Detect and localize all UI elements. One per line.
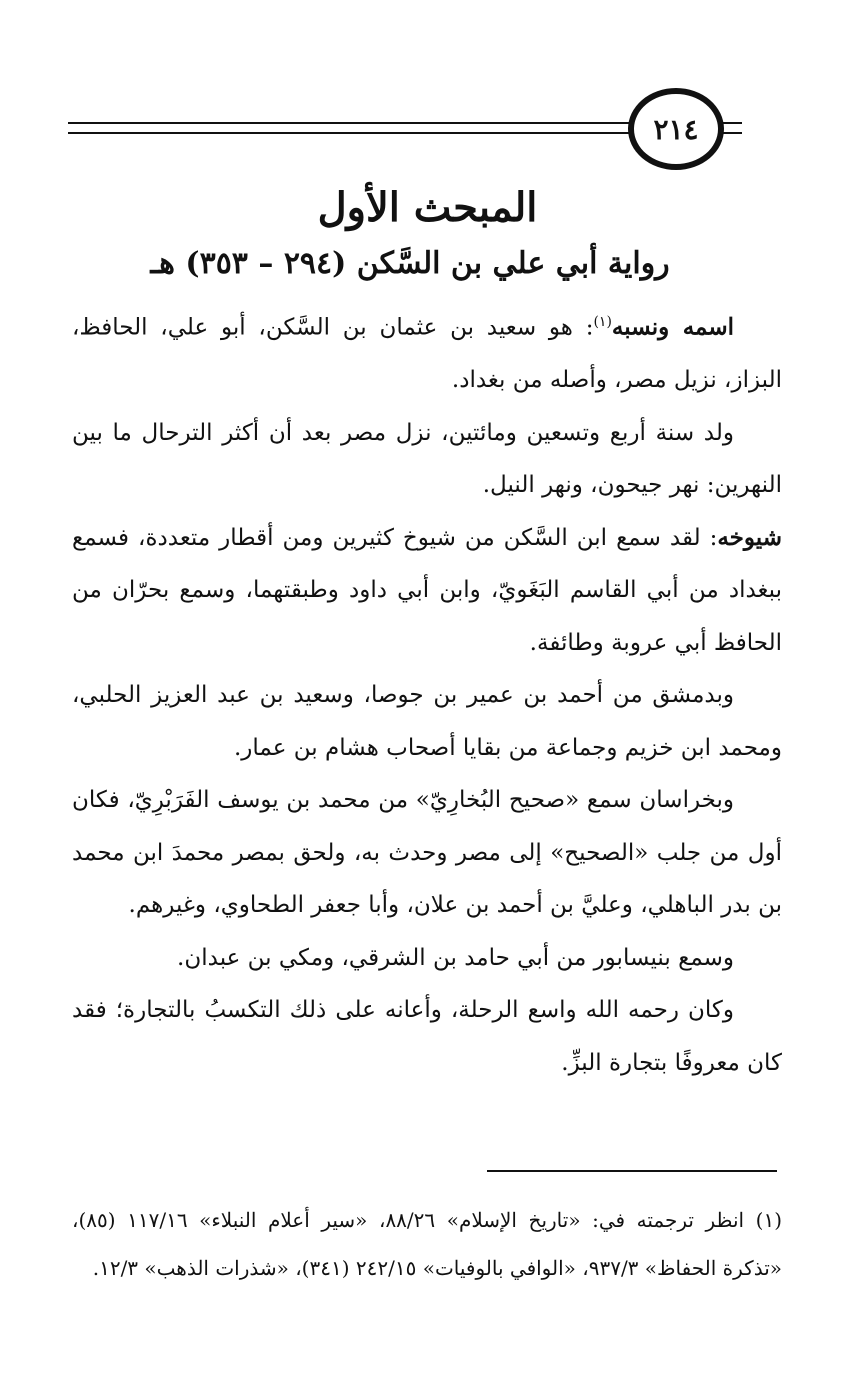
page-number-badge xyxy=(628,88,724,170)
footnote-text: (١) انظر ترجمته في: «تاريخ الإسلام» ٨٨/٢٦، «سير أعلام النبلاء» ١١٧/١٦ (٨٥)، «تذكرة الحفاظ» ٩٣٧/٣، «الوافي بالوفيات» ٢٤٢/١٥ (٣٤١)، «شذرات الذهب» ١٢/٣. xyxy=(72,1208,782,1280)
paragraph-text: : لقد سمع ابن السَّكن من شيوخ كثيرين ومن أقطار متعددة، فسمع ببغداد من أبي القاسم البَغَويّ، وابن أبي داود وطبقتهما، وسمع بحرّان من الحافظ أبي عروبة وطائفة. xyxy=(72,524,782,656)
paragraph-text: وسمع بنيسابور من أبي حامد بن الشرقي، ومكي بن عبدان. xyxy=(177,944,734,971)
paragraph-teachers xyxy=(72,512,782,670)
paragraph-text: وبخراسان سمع «صحيح البُخارِيّ» من محمد بن يوسف الفَرَبْرِيّ، فكان أول من جلب «الصحيح» إلى مصر وحدث به، ولحق بمصر محمدَ ابن محمد بن بدر الباهلي، وعليَّ بن أحمد بن علان، وأبا جعفر الطحاوي، وغيرهم. xyxy=(72,787,782,919)
paragraph-birth xyxy=(72,407,782,512)
paragraph-nishapur xyxy=(72,932,782,985)
paragraph-khurasan xyxy=(72,774,782,932)
paragraph-travel xyxy=(72,984,782,1089)
paragraph-text: : هو سعيد بن عثمان بن السَّكن، أبو علي، الحافظ، البزاز، نزيل مصر، وأصله من بغداد. xyxy=(72,314,782,394)
page-number: ٢١٤ xyxy=(653,112,699,146)
page-header xyxy=(0,0,855,180)
header-rule-left-bottom xyxy=(68,132,640,134)
body-text xyxy=(72,296,782,1089)
paragraph-lead: اسمه ونسبه xyxy=(611,313,734,341)
section-title: رواية أبي علي بن السَّكن (٢٩٤ – ٣٥٣) هـ xyxy=(150,246,670,281)
paragraph-text: وبدمشق من أحمد بن عمير بن جوصا، وسعيد بن عبد العزيز الحلبي، ومحمد ابن خزيم وجماعة من بقايا أصحاب هشام بن عمار. xyxy=(72,682,782,761)
paragraph-text: ولد سنة أربع وتسعين ومائتين، نزل مصر بعد أن أكثر الترحال ما بين النهرين: نهر جيحون، ونهر النيل. xyxy=(72,419,782,499)
footnote xyxy=(72,1196,782,1292)
paragraph-text: وكان رحمه الله واسع الرحلة، وأعانه على ذلك التكسبُ بالتجارة؛ فقد كان معروفًا بتجارة البزِّ. xyxy=(72,997,782,1076)
footnote-separator xyxy=(487,1170,777,1172)
chapter-title: المبحث الأول xyxy=(317,184,538,231)
header-rule-left-top xyxy=(68,122,640,124)
footnote-ref: (١) xyxy=(593,314,612,330)
paragraph-lead: شيوخه xyxy=(717,523,782,551)
paragraph-damascus xyxy=(72,669,782,774)
paragraph-name-lineage xyxy=(72,296,782,407)
